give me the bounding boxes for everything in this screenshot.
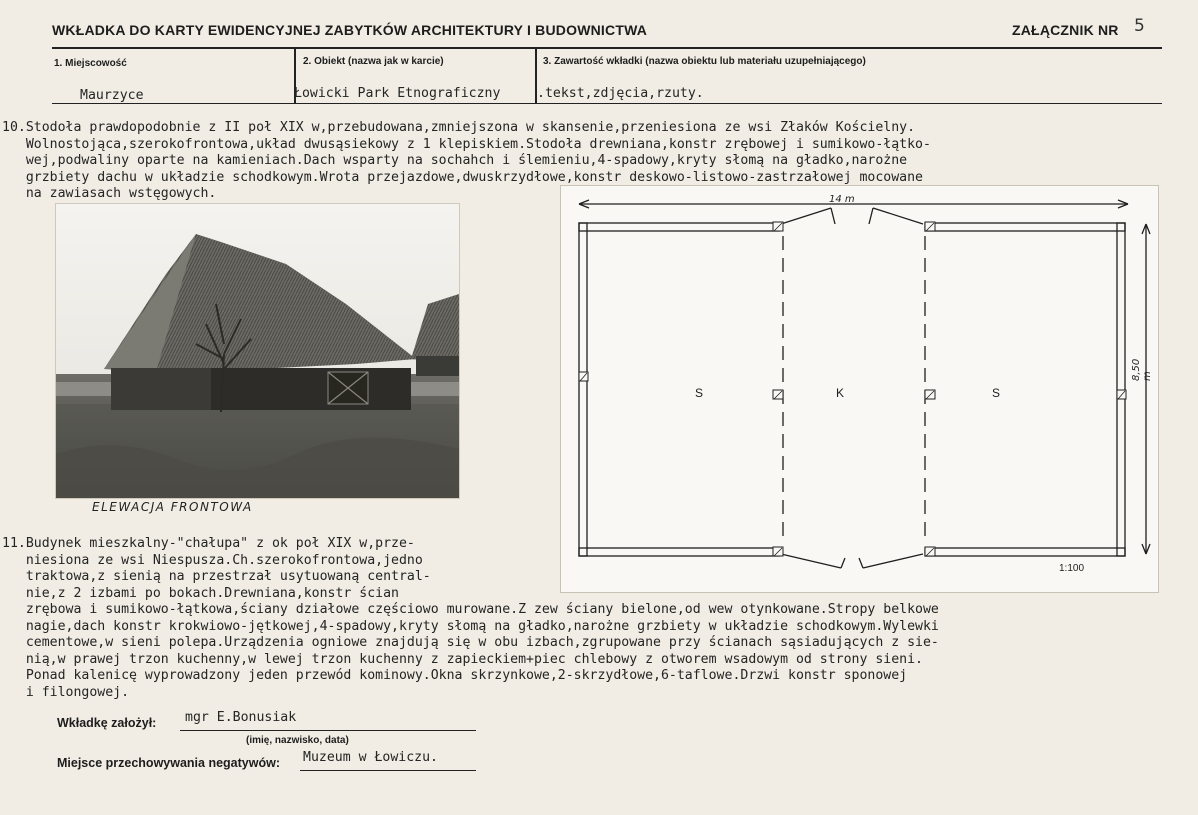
plan-height-label: 8,50 m bbox=[1131, 358, 1153, 381]
field-locality-label: 1. Miejscowość bbox=[54, 58, 127, 69]
text-line: i filongowej. bbox=[2, 684, 130, 700]
author-hint: (imię, nazwisko, data) bbox=[246, 735, 349, 746]
photo-caption: ELEWACJA FRONTOWA bbox=[92, 500, 253, 514]
text-line: na zawiasach wstęgowych. bbox=[2, 186, 217, 201]
text-line: zrębowa i sumikowo-łątkowa,ściany działowe częściowo murowane.Z zew ściany bielone,od wew otynkowane.Stropy belkowe bbox=[2, 602, 939, 617]
text-line: traktowa,z sienią na przestrzał usytuowaną central- bbox=[2, 569, 431, 584]
field-rule bbox=[52, 103, 1162, 104]
floor-plan-drawing bbox=[561, 186, 1158, 592]
floor-plan bbox=[560, 185, 1159, 593]
text-line: wej,podwaliny oparte na kamieniach.Dach wsparty na sochahch i ślemieniu,4-spadowy,kryty słomą na gładko,narożne bbox=[2, 153, 908, 168]
text-line: 10.Stodoła prawdopodobnie z II poł XIX w,przebudowana,zmniejszona w skansenie,przeniesiona ze wsi Złaków Kościelny. bbox=[2, 120, 916, 135]
room-label-right: S bbox=[992, 386, 1001, 400]
field-locality-value: Maurzyce bbox=[80, 88, 144, 103]
section-11-text bbox=[2, 536, 939, 701]
header-rule bbox=[52, 47, 1162, 49]
text-line: Ponad kalenicę wyprowadzony jeden przewód kominowy.Okna skrzynkowe,2-skrzydłowe,6-taflowe.Drzwi konstr sponowej bbox=[2, 668, 908, 683]
field-object-label: 2. Obiekt (nazwa jak w karcie) bbox=[303, 56, 444, 67]
plan-scale: 1:100 bbox=[1059, 563, 1085, 574]
text-line: cementowe,w sieni polepa.Urządzenia ogniowe znajdują się w obu izbach,zgrupowane przy ścianach sąsiadujących z sie- bbox=[2, 635, 939, 650]
text-line: niesiona ze wsi Niespusza.Ch.szerokofrontowa,jedno bbox=[2, 552, 423, 568]
annex-number: 5 bbox=[1134, 16, 1145, 36]
room-label-center: K bbox=[836, 386, 845, 400]
text-line: 11.Budynek mieszkalny-"chałupa" z ok poł XIX w,prze- bbox=[2, 536, 415, 551]
text-line: grzbiety dachu w układzie schodkowym.Wrota przejazdowe,dwuskrzydłowe,konstr deskowo-listowo-zastrzałowej mocowane bbox=[2, 169, 923, 185]
field-object-value: Łowicki Park Etnograficzny bbox=[294, 86, 501, 101]
storage-value: Muzeum w Łowiczu. bbox=[303, 750, 438, 765]
author-value: mgr E.Bonusiak bbox=[185, 710, 297, 725]
storage-label: Miejsce przechowywania negatywów: bbox=[57, 756, 280, 770]
plan-width-label: 14 m bbox=[829, 194, 855, 205]
text-line: nagie,dach konstr krokwiowo-jętkowej,4-spadowy,kryty słomą na gładko,narożne grzbiety w układzie schodkowym.Wylewki bbox=[2, 618, 939, 634]
barn-photo-image bbox=[56, 204, 459, 498]
field-contents-value: .tekst,zdjęcia,rzuty. bbox=[537, 86, 704, 101]
author-label: Wkładkę założył: bbox=[57, 716, 157, 730]
text-line: nią,w prawej trzon kuchenny,w lewej trzon kuchenny z zapieckiem+piec chlebowy z otworem wsadowym od strony sieni. bbox=[2, 651, 923, 667]
text-line: Wolnostojąca,szerokofrontowa,układ dwusąsiekowy z 1 klepiskiem.Stodoła drewniana,konstr zrębowej i sumikowo-łątko- bbox=[2, 136, 931, 152]
barn-photo bbox=[55, 203, 460, 499]
room-label-left: S bbox=[695, 386, 704, 400]
storage-rule bbox=[300, 770, 476, 771]
annex-label: ZAŁĄCZNIK NR bbox=[1012, 22, 1119, 38]
text-line: nie,z 2 izbami po bokach.Drewniana,konstr ścian bbox=[2, 585, 399, 601]
author-rule bbox=[180, 730, 476, 731]
field-contents-label: 3. Zawartość wkładki (nazwa obiektu lub materiału uzupełniającego) bbox=[543, 56, 866, 67]
form-title: WKŁADKA DO KARTY EWIDENCYJNEJ ZABYTKÓW ARCHITEKTURY I BUDOWNICTWA bbox=[52, 22, 648, 38]
